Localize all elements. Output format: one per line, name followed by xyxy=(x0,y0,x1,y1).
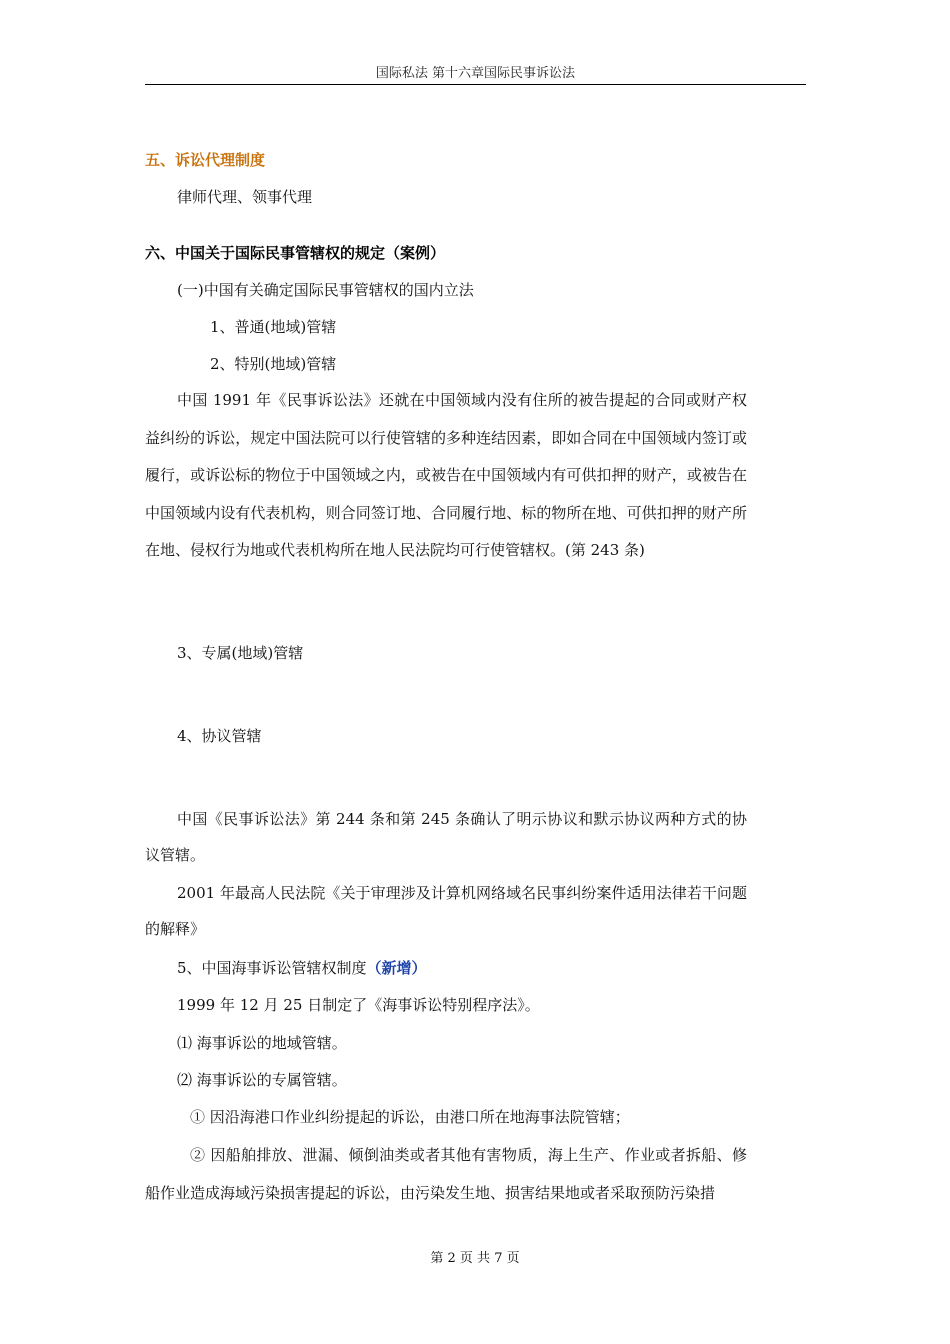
circled-item-1: ① 因沿海港口作业纠纷提起的诉讼，由港口所在地海事法院管辖； xyxy=(190,1108,630,1126)
circled-item-2: ② 因船舶排放、泄漏、倾倒油类或者其他有害物质，海上生产、作业或者拆船、修船作业造成海域污染损害提起的诉讼，由污染发生地、损害结果地或者采取预防污染措 xyxy=(145,1146,747,1202)
item-5-new-tag: （新增） xyxy=(366,959,427,977)
sub-item-b: ⑵ 海事诉讼的专属管辖。 xyxy=(177,1071,347,1089)
item-1: 1、普通(地域)管辖 xyxy=(210,318,337,336)
paragraph-2: 中国《民事诉讼法》第 244 条和第 245 条确认了明示协议和默示协议两种方式的协议管辖。 xyxy=(145,810,747,864)
section-5-text: 律师代理、领事代理 xyxy=(177,188,313,206)
header-rule xyxy=(145,84,806,85)
paragraph-3: 2001 年最高人民法院《关于审理涉及计算机网络域名民事纠纷案件适用法律若干问题的解释》 xyxy=(145,884,747,938)
page-header: 国际私法 第十六章国际民事诉讼法 xyxy=(375,66,576,81)
subsection-1-heading: (一)中国有关确定国际民事管辖权的国内立法 xyxy=(177,281,474,299)
item-2: 2、特别(地域)管辖 xyxy=(210,355,337,373)
item-4: 4、协议管辖 xyxy=(177,727,262,745)
item-3: 3、专属(地域)管辖 xyxy=(177,644,304,662)
page-footer: 第 2 页 共 7 页 xyxy=(430,1251,520,1266)
section-5-heading: 五、诉讼代理制度 xyxy=(145,151,266,169)
paragraph-4: 1999 年 12 月 25 日制定了《海事诉讼特别程序法》。 xyxy=(177,996,540,1014)
sub-item-a: ⑴ 海事诉讼的地域管辖。 xyxy=(177,1034,347,1052)
item-5 xyxy=(177,958,427,978)
section-6-heading: 六、中国关于国际民事管辖权的规定（案例） xyxy=(145,244,446,262)
item-5-label: 5、中国海事诉讼管辖权制度 xyxy=(177,959,367,977)
paragraph-1: 中国 1991 年《民事诉讼法》还就在中国领域内没有住所的被告提起的合同或财产权益纠纷的诉讼，规定中国法院可以行使管辖的多种连结因素，即如合同在中国领域内签订或履行，或诉讼标的物位于中国领域之内，或被告在中国领域内有可供扣押的财产，或被告在中国领域内设有代表机构，则合同签订地、合同履行地、标的物所在地、可供扣押的财产所在地、侵权行为地或代表机构所在地人民法院均可行使管辖权。(第 243 条) xyxy=(145,391,747,559)
